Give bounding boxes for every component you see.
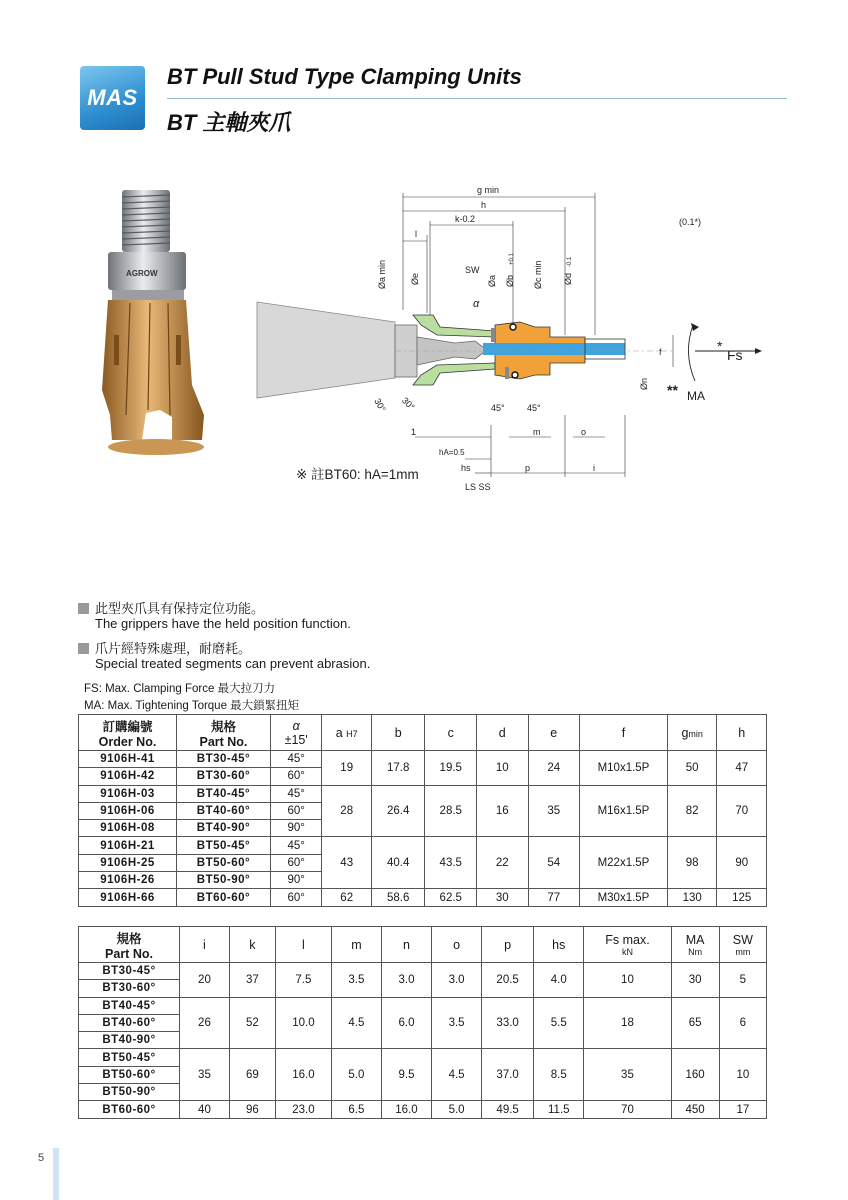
th-b: b	[371, 715, 425, 751]
value-cell: 54	[528, 837, 580, 889]
value-cell: 11.5	[534, 1101, 584, 1118]
dim-g-min: g min	[477, 185, 500, 195]
th2-i: i	[180, 927, 230, 963]
table-row	[79, 963, 767, 980]
value-cell: 160	[671, 1049, 719, 1101]
value-cell: 4.5	[432, 1049, 482, 1101]
value-cell: M30x1.5P	[580, 889, 668, 906]
title-divider	[167, 98, 787, 99]
value-cell: 98	[667, 837, 717, 889]
value-cell: 130	[667, 889, 717, 906]
value-cell: 4.0	[534, 963, 584, 998]
value-cell: 58.6	[371, 889, 425, 906]
value-cell: 35	[584, 1049, 671, 1101]
value-cell: M16x1.5P	[580, 785, 668, 837]
value-cell: 23.0	[275, 1101, 331, 1118]
th2-hs: hs	[534, 927, 584, 963]
value-cell: 40.4	[371, 837, 425, 889]
value-cell: 50	[667, 751, 717, 786]
page-number: 5	[38, 1152, 45, 1164]
order-no-cell: 9106H-41	[79, 751, 177, 768]
value-cell: 16.0	[381, 1101, 431, 1118]
dim-od: Ød	[563, 272, 573, 285]
th2-ma: MA Nm	[671, 927, 719, 963]
part-no-cell: BT50-90°	[79, 1084, 180, 1101]
table-row	[79, 1101, 767, 1118]
th2-fs: Fs max. kN	[584, 927, 671, 963]
order-no-cell: 9106H-06	[79, 802, 177, 819]
angle-30-left: 30°	[372, 396, 388, 414]
part-no-cell: BT50-90°	[176, 872, 270, 889]
alpha-cell: 60°	[270, 768, 322, 785]
table-row	[79, 751, 767, 768]
part-no-cell: BT40-45°	[176, 785, 270, 802]
value-cell: 65	[671, 997, 719, 1049]
value-cell: 28.5	[425, 785, 477, 837]
value-cell: 70	[717, 785, 767, 837]
order-no-cell: 9106H-25	[79, 854, 177, 871]
value-cell: 17.8	[371, 751, 425, 786]
value-cell: 10	[584, 963, 671, 998]
ma-label: MA	[687, 389, 705, 403]
alpha-cell: 60°	[270, 889, 322, 906]
th-order: 訂購編號 Order No.	[79, 715, 177, 751]
dim-alpha: α	[473, 298, 480, 310]
table-row	[79, 997, 767, 1014]
feature-zh-1: 此型夾爪具有保持定位功能。	[78, 598, 264, 617]
value-cell: 37	[229, 963, 275, 998]
part-no-cell: BT30-60°	[176, 768, 270, 785]
th-d: d	[477, 715, 529, 751]
value-cell: 49.5	[482, 1101, 534, 1118]
value-cell: 30	[671, 963, 719, 998]
part-no-cell: BT40-90°	[176, 820, 270, 837]
dim-i: i	[593, 463, 595, 473]
part-no-cell: BT50-60°	[176, 854, 270, 871]
alpha-cell: 45°	[270, 837, 322, 854]
dim-hs: hs	[461, 463, 471, 473]
value-cell: 70	[584, 1101, 671, 1118]
value-cell: 6.0	[381, 997, 431, 1049]
value-cell: 47	[717, 751, 767, 786]
part-no-cell: BT40-45°	[79, 997, 180, 1014]
dim-ha: hA=0.5	[439, 448, 465, 457]
value-cell: 90	[717, 837, 767, 889]
fs-mark: *	[717, 338, 723, 354]
order-no-cell: 9106H-03	[79, 785, 177, 802]
value-cell: 52	[229, 997, 275, 1049]
value-cell: 40	[180, 1101, 230, 1118]
part-no-cell: BT40-90°	[79, 1032, 180, 1049]
alpha-cell: 45°	[270, 785, 322, 802]
value-cell: M10x1.5P	[580, 751, 668, 786]
value-cell: 3.5	[331, 963, 381, 998]
value-cell: 5.0	[432, 1101, 482, 1118]
value-cell: 19	[322, 751, 372, 786]
dim-f: f	[659, 347, 662, 357]
part-no-cell: BT60-60°	[79, 1101, 180, 1118]
table-row	[79, 889, 767, 906]
value-cell: 35	[528, 785, 580, 837]
bullet-icon	[78, 603, 89, 614]
th-alpha: α ±15'	[270, 715, 322, 751]
dim-h: h	[481, 200, 487, 210]
th-part: 規格 Part No.	[176, 715, 270, 751]
part-no-cell: BT50-60°	[79, 1066, 180, 1083]
order-no-cell: 9106H-21	[79, 837, 177, 854]
legend-fs: FS: Max. Clamping Force 最大拉刀力	[84, 683, 276, 695]
order-no-cell: 9106H-08	[79, 820, 177, 837]
angle-45-right: 45°	[527, 403, 541, 413]
alpha-cell: 60°	[270, 802, 322, 819]
value-cell: 26	[180, 997, 230, 1049]
dim-k: k-0.2	[455, 214, 476, 224]
dim-m: m	[533, 427, 541, 437]
order-no-cell: 9106H-42	[79, 768, 177, 785]
dim-l: l	[415, 229, 417, 239]
th2-o: o	[432, 927, 482, 963]
dim-oe: Øe	[410, 272, 420, 285]
value-cell: 125	[717, 889, 767, 906]
value-cell: 10	[477, 751, 529, 786]
value-cell: 16	[477, 785, 529, 837]
th-e: e	[528, 715, 580, 751]
value-cell: 10.0	[275, 997, 331, 1049]
value-cell: 62	[322, 889, 372, 906]
value-cell: 18	[584, 997, 671, 1049]
value-cell: 43	[322, 837, 372, 889]
part-no-cell: BT50-45°	[79, 1049, 180, 1066]
table-row	[79, 1049, 767, 1066]
order-no-cell: 9106H-66	[79, 889, 177, 906]
table-row	[79, 837, 767, 854]
feature-en-2: Special treated segments can prevent abrasion.	[95, 656, 371, 671]
alpha-cell: 90°	[270, 820, 322, 837]
feature-zh-2: 爪片經特殊處理，耐磨耗。	[78, 638, 251, 657]
value-cell: 96	[229, 1101, 275, 1118]
value-cell: 9.5	[381, 1049, 431, 1101]
alpha-cell: 90°	[270, 872, 322, 889]
value-cell: 30	[477, 889, 529, 906]
dim-ls-ss: LS SS	[465, 482, 491, 492]
dim-one: 1	[411, 427, 417, 437]
value-cell: 69	[229, 1049, 275, 1101]
alpha-cell: 45°	[270, 751, 322, 768]
dim-o: o	[581, 427, 587, 437]
value-cell: 7.5	[275, 963, 331, 998]
page-edge-bar	[53, 1148, 59, 1200]
dim-ob: Øb	[505, 274, 515, 287]
dimensions-table-2	[78, 926, 767, 1119]
dim-sw: SW	[465, 265, 480, 275]
th-f: f	[580, 715, 668, 751]
dim-oc-min: Øc min	[533, 260, 543, 289]
part-no-cell: BT40-60°	[176, 802, 270, 819]
value-cell: 16.0	[275, 1049, 331, 1101]
value-cell: 62.5	[425, 889, 477, 906]
th-a: a H7	[322, 715, 372, 751]
th-h: h	[717, 715, 767, 751]
th2-l: l	[275, 927, 331, 963]
product-logo-text: AGROW	[126, 269, 158, 278]
value-cell: 3.0	[432, 963, 482, 998]
page-title: BT Pull Stud Type Clamping Units	[167, 64, 522, 89]
tolerance-note: (0.1*)	[679, 217, 702, 227]
value-cell: 82	[667, 785, 717, 837]
table-row	[79, 785, 767, 802]
part-no-cell: BT30-45°	[176, 751, 270, 768]
dim-oa: Øa	[487, 274, 497, 287]
th2-k: k	[229, 927, 275, 963]
value-cell: 450	[671, 1101, 719, 1118]
value-cell: 22	[477, 837, 529, 889]
value-cell: 8.5	[534, 1049, 584, 1101]
dim-on: Øn	[639, 377, 649, 390]
value-cell: 5.5	[534, 997, 584, 1049]
value-cell: 5.0	[331, 1049, 381, 1101]
table-2-body	[79, 963, 767, 1119]
dim-od-tol: -0.1	[567, 256, 573, 267]
value-cell: 6	[719, 997, 766, 1049]
feature-en-1: The grippers have the held position function.	[95, 616, 351, 631]
angle-45-left: 45°	[491, 403, 505, 413]
value-cell: 35	[180, 1049, 230, 1101]
value-cell: 3.0	[381, 963, 431, 998]
value-cell: 5	[719, 963, 766, 998]
part-no-cell: BT30-45°	[79, 963, 180, 980]
part-no-cell: BT40-60°	[79, 1014, 180, 1031]
value-cell: M22x1.5P	[580, 837, 668, 889]
order-no-cell: 9106H-26	[79, 872, 177, 889]
value-cell: 20	[180, 963, 230, 998]
legend-ma: MA: Max. Tightening Torque 最大鎖緊扭矩	[84, 700, 300, 712]
dimensions-table-1	[78, 714, 767, 907]
angle-30-right: 30°	[399, 395, 417, 413]
value-cell: 26.4	[371, 785, 425, 837]
value-cell: 37.0	[482, 1049, 534, 1101]
page-title-chinese: BT 主軸夾爪	[167, 110, 291, 135]
technical-drawing	[255, 185, 775, 495]
value-cell: 77	[528, 889, 580, 906]
th2-m: m	[331, 927, 381, 963]
part-no-cell: BT50-45°	[176, 837, 270, 854]
part-no-cell: BT30-60°	[79, 980, 180, 997]
value-cell: 19.5	[425, 751, 477, 786]
fs-label: Fs	[727, 347, 743, 363]
value-cell: 28	[322, 785, 372, 837]
alpha-cell: 60°	[270, 854, 322, 871]
dim-p: p	[525, 463, 531, 473]
ma-mark: **	[667, 382, 678, 398]
th2-part: 規格 Part No.	[79, 927, 180, 963]
th2-p: p	[482, 927, 534, 963]
table-1-body	[79, 751, 767, 907]
value-cell: 17	[719, 1101, 766, 1118]
bt60-note: ※ 註BT60: hA=1mm	[296, 467, 419, 482]
value-cell: 3.5	[432, 997, 482, 1049]
value-cell: 6.5	[331, 1101, 381, 1118]
value-cell: 20.5	[482, 963, 534, 998]
mas-logo: MAS	[80, 66, 145, 130]
bullet-icon	[78, 643, 89, 654]
value-cell: 24	[528, 751, 580, 786]
value-cell: 43.5	[425, 837, 477, 889]
value-cell: 4.5	[331, 997, 381, 1049]
part-no-cell: BT60-60°	[176, 889, 270, 906]
th-g: gmin	[667, 715, 717, 751]
value-cell: 33.0	[482, 997, 534, 1049]
th2-n: n	[381, 927, 431, 963]
dim-oa-min: Øa min	[377, 259, 387, 289]
dim-ob-tol: +0.1	[509, 253, 515, 265]
value-cell: 10	[719, 1049, 766, 1101]
th-c: c	[425, 715, 477, 751]
th2-sw: SW mm	[719, 927, 766, 963]
product-photo	[100, 185, 210, 460]
